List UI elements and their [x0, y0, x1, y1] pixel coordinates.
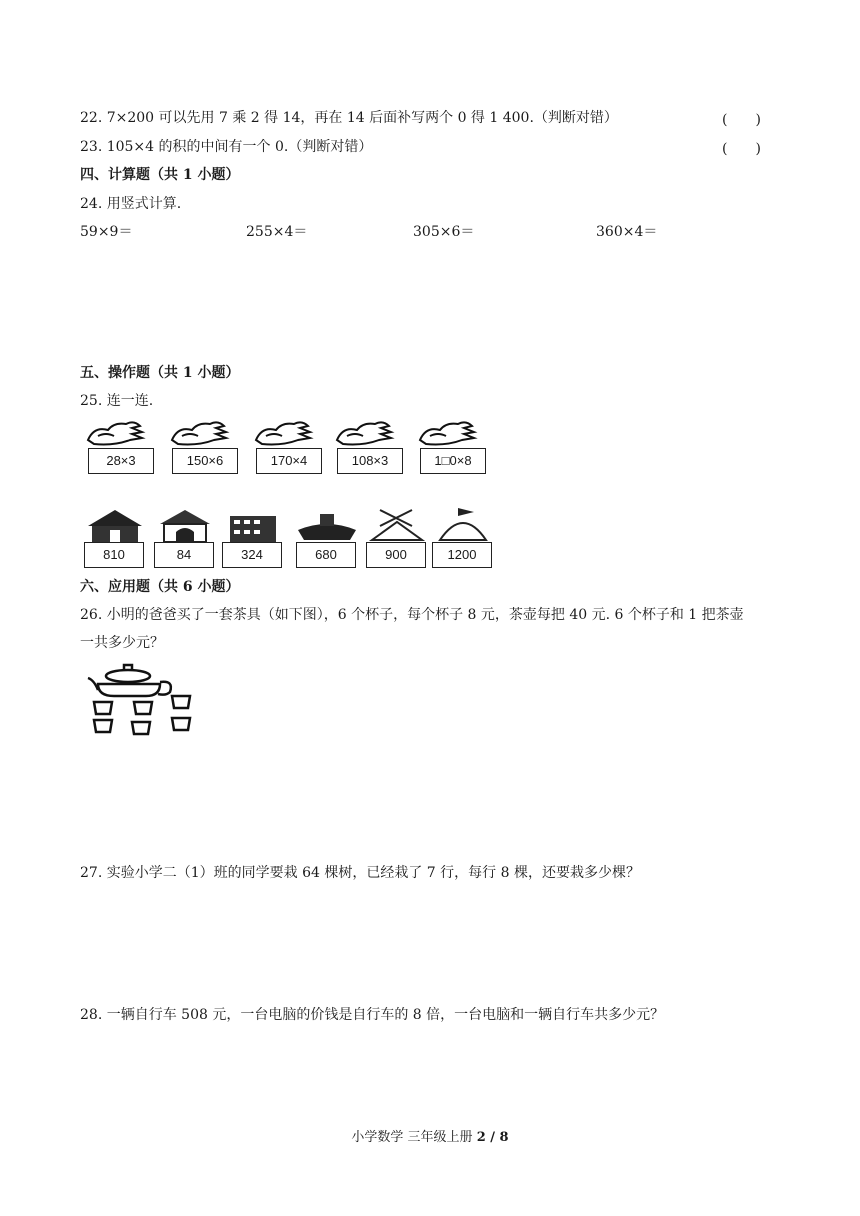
- calc-item-2: 255×4＝: [246, 224, 308, 240]
- bird-card-1[interactable]: [84, 418, 158, 474]
- ship-house-icon: [294, 506, 360, 544]
- tent-icon: [364, 506, 430, 544]
- cottage-icon: [152, 506, 218, 544]
- question-22: 22. 7×200 可以先用 7 乘 2 得 14，再在 14 后面补写两个 0 得 1 400.（判断对错）: [80, 110, 618, 126]
- bird-card-5[interactable]: [416, 418, 490, 474]
- footer-label: 小学数学 三年级上册: [351, 1130, 473, 1145]
- bird-label: 28×3: [88, 448, 154, 474]
- page-footer: [0, 1126, 860, 1145]
- section-4-heading: 四、计算题（共 1 小题）: [80, 167, 240, 183]
- question-26-line2: 一共多少元？: [80, 635, 164, 651]
- bird-label: 170×4: [256, 448, 322, 474]
- thatched-house-icon: [82, 506, 148, 544]
- bird-label: 150×6: [172, 448, 238, 474]
- question-24: 24. 用竖式计算.: [80, 196, 182, 212]
- house-label: 1200: [432, 542, 492, 568]
- house-card-1[interactable]: [82, 506, 148, 568]
- question-23: 23. 105×4 的积的中间有一个 0.（判断对错）: [80, 139, 373, 155]
- house-card-4[interactable]: [294, 506, 360, 568]
- house-card-5[interactable]: [364, 506, 430, 568]
- apartment-icon: [220, 506, 286, 544]
- bird-card-2[interactable]: [168, 418, 242, 474]
- calc-item-4: 360×4＝: [596, 224, 658, 240]
- house-card-3[interactable]: [220, 506, 286, 568]
- section-6-heading: 六、应用题（共 6 小题）: [80, 579, 240, 595]
- calc-item-3: 305×6＝: [413, 224, 475, 240]
- dove-icon: [252, 418, 326, 448]
- dove-icon: [168, 418, 242, 448]
- answer-blank-22[interactable]: ( ): [722, 112, 761, 128]
- house-label: 324: [222, 542, 282, 568]
- igloo-icon: [430, 506, 496, 544]
- house-label: 680: [296, 542, 356, 568]
- dove-icon: [333, 418, 407, 448]
- dove-icon: [84, 418, 158, 448]
- bird-card-3[interactable]: [252, 418, 326, 474]
- question-28: 28. 一辆自行车 508 元，一台电脑的价钱是自行车的 8 倍，一台电脑和一辆自行车共多少元？: [80, 1007, 665, 1023]
- house-card-2[interactable]: [152, 506, 218, 568]
- dove-icon: [416, 418, 490, 448]
- section-5-heading: 五、操作题（共 1 小题）: [80, 365, 240, 381]
- tea-set-image: [84, 660, 194, 742]
- house-label: 84: [154, 542, 214, 568]
- bird-label: 1□0×8: [420, 448, 486, 474]
- house-card-6[interactable]: [430, 506, 496, 568]
- house-label: 900: [366, 542, 426, 568]
- answer-blank-23[interactable]: ( ): [722, 141, 761, 157]
- page-number: 2 / 8: [476, 1130, 509, 1145]
- question-27: 27. 实验小学二（1）班的同学要栽 64 棵树，已经栽了 7 行，每行 8 棵，还要栽多少棵？: [80, 865, 640, 881]
- bird-card-4[interactable]: [333, 418, 407, 474]
- question-26-line1: 26. 小明的爸爸买了一套茶具（如下图），6 个杯子，每个杯子 8 元，茶壶每把 40 元. 6 个杯子和 1 把茶壶: [80, 607, 744, 623]
- house-label: 810: [84, 542, 144, 568]
- calc-item-1: 59×9＝: [80, 224, 133, 240]
- question-25: 25. 连一连.: [80, 393, 154, 409]
- bird-label: 108×3: [337, 448, 403, 474]
